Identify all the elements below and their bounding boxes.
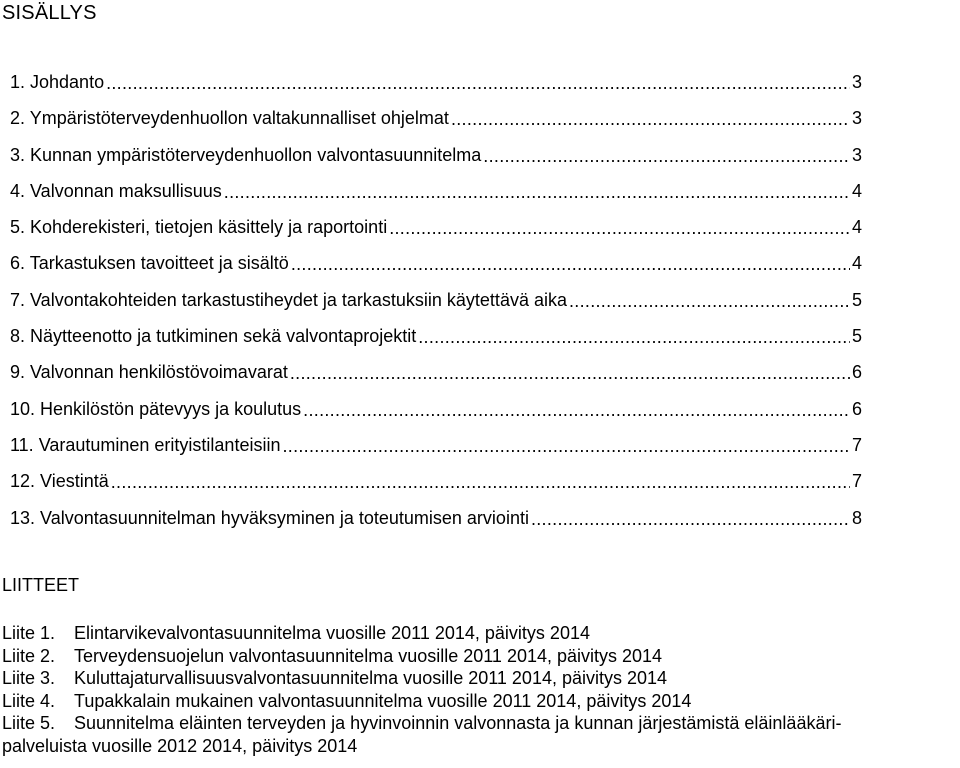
- toc-entry[interactable]: [10, 326, 862, 362]
- toc-entry-label: 12. Viestintä: [10, 471, 109, 492]
- toc-page-number: 7: [851, 434, 862, 455]
- toc-dot-leader: [483, 147, 850, 165]
- toc-entry[interactable]: [10, 435, 862, 471]
- appendix-item: [2, 645, 957, 668]
- appendix-number: Liite 5.: [2, 713, 56, 734]
- toc-entry[interactable]: [10, 508, 862, 544]
- toc-page-number: 5: [851, 289, 862, 310]
- toc-page-number: 3: [851, 108, 862, 129]
- appendix-list: [2, 622, 957, 758]
- toc-page-number: 6: [851, 398, 862, 419]
- toc-entry[interactable]: [10, 471, 862, 507]
- appendix-title: Terveydensuojelun valvontasuunnitelma vuosille 2011 2014, päivitys 2014: [74, 645, 663, 666]
- toc-entry-label: 5. Kohderekisteri, tietojen käsittely ja raportointi: [10, 217, 388, 238]
- appendix-title: Elintarvikevalvontasuunnitelma vuosille 2011 2014, päivitys 2014: [74, 623, 590, 643]
- toc-entry-label: 2. Ympäristöterveydenhuollon valtakunnalliset ohjelmat: [10, 108, 449, 129]
- appendix-item: [2, 622, 957, 645]
- toc-entry[interactable]: [10, 181, 862, 217]
- toc-dot-leader: [224, 183, 850, 201]
- toc-page-number: 5: [851, 326, 862, 347]
- toc-entry[interactable]: [10, 145, 862, 181]
- appendix-number: Liite 1.: [2, 623, 56, 643]
- toc-entry[interactable]: [10, 217, 862, 253]
- toc-dot-leader: [291, 255, 850, 273]
- toc-entry-label: 9. Valvonnan henkilöstövoimavarat: [10, 362, 288, 383]
- appendix-title: Tupakkalain mukainen valvontasuunnitelma vuosille 2011 2014, päivitys 2014: [74, 690, 692, 711]
- toc-page-number: 3: [851, 144, 862, 165]
- toc-page-number: 6: [851, 362, 862, 383]
- toc-entry-label: 1. Johdanto: [10, 72, 105, 92]
- toc-list: [10, 72, 862, 544]
- appendix-item: [2, 667, 957, 690]
- toc-entry-label: 8. Näytteenotto ja tutkiminen sekä valvontaprojektit: [10, 326, 417, 347]
- toc-entry[interactable]: [10, 72, 862, 108]
- toc-entry-label: 7. Valvontakohteiden tarkastustiheydet ja tarkastuksiin käytettävä aika: [10, 289, 567, 310]
- toc-entry[interactable]: [10, 253, 862, 289]
- appendix-number: Liite 3.: [2, 668, 56, 689]
- appendix-item: [2, 690, 957, 713]
- appendix-title: Suunnitelma eläinten terveyden ja hyvinvoinnin valvonnasta ja kunnan järjestämistä eläinlääkäri-: [74, 713, 842, 734]
- toc-dot-leader: [569, 292, 850, 310]
- toc-dot-leader: [303, 401, 850, 419]
- toc-page-number: 8: [851, 507, 862, 528]
- appendix-title-continuation: palveluista vuosille 2012 2014, päivitys 2014: [2, 735, 358, 756]
- toc-entry-label: 11. Varautuminen erityistilanteisiin: [10, 434, 281, 455]
- toc-entry[interactable]: [10, 399, 862, 435]
- appendix-number: Liite 4.: [2, 690, 56, 711]
- toc-dot-leader: [106, 74, 850, 92]
- toc-dot-leader: [418, 328, 850, 346]
- toc-entry-label: 13. Valvontasuunnitelman hyväksyminen ja toteutumisen arviointi: [10, 507, 529, 528]
- toc-dot-leader: [290, 364, 850, 382]
- toc-page-number: 3: [851, 72, 862, 92]
- toc-entry-label: 4. Valvonnan maksullisuus: [10, 180, 222, 201]
- toc-entry[interactable]: [10, 108, 862, 144]
- toc-entry-label: 10. Henkilöstön pätevyys ja koulutus: [10, 398, 302, 419]
- toc-entry[interactable]: [10, 362, 862, 398]
- appendix-title: Kuluttajaturvallisuusvalvontasuunnitelma vuosille 2011 2014, päivitys 2014: [74, 668, 668, 689]
- toc-entry-label: 3. Kunnan ympäristöterveydenhuollon valvontasuunnitelma: [10, 144, 482, 165]
- toc-page-number: 7: [851, 471, 862, 492]
- appendices-heading: LIITTEET: [2, 575, 80, 595]
- toc-dot-leader: [451, 110, 850, 128]
- toc-page-number: 4: [851, 180, 862, 201]
- toc-dot-leader: [282, 437, 850, 455]
- toc-title: SISÄLLYS: [2, 2, 97, 24]
- toc-page-number: 4: [851, 253, 862, 274]
- toc-dot-leader: [111, 473, 850, 491]
- appendix-item: [2, 712, 957, 735]
- toc-entry[interactable]: [10, 290, 862, 326]
- toc-entry-label: 6. Tarkastuksen tavoitteet ja sisältö: [10, 253, 289, 274]
- appendix-number: Liite 2.: [2, 645, 56, 666]
- toc-dot-leader: [531, 510, 850, 528]
- toc-page-number: 4: [851, 217, 862, 238]
- toc-dot-leader: [389, 219, 850, 237]
